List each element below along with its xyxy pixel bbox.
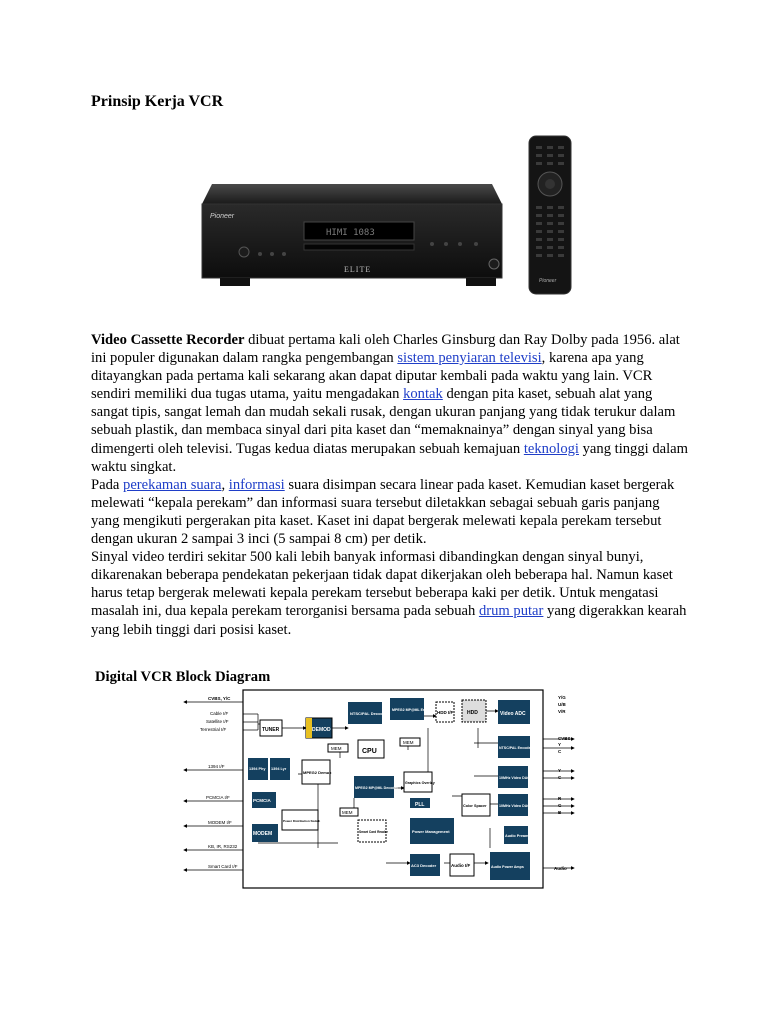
svg-text:1394 Phy: 1394 Phy xyxy=(249,767,266,771)
link-kontak[interactable]: kontak xyxy=(403,386,443,403)
block-video-dac-2 xyxy=(498,794,530,816)
svg-text:10MHz Video DAC: 10MHz Video DAC xyxy=(499,804,530,808)
svg-text:MPEG2 Demux: MPEG2 Demux xyxy=(303,770,332,775)
block-pll xyxy=(410,798,430,808)
player-brand-logo: Pioneer xyxy=(210,213,235,220)
output-b: B xyxy=(558,810,562,815)
block-ac3-decoder xyxy=(410,854,440,876)
block-power-distribution xyxy=(282,810,320,830)
p1-text-2: , karena apa yang ditayangkan pada pertama kali sekarang akan dapat diputar kembali pada waktu yang lain. VCR sendiri memiliki dua tugas utama, yaitu mengadakan xyxy=(91,350,653,403)
block-power-management xyxy=(410,818,454,844)
svg-text:Smart Card Reader: Smart Card Reader xyxy=(359,830,388,834)
block-audio-preamp xyxy=(504,826,531,844)
p2-text-2: , xyxy=(221,476,229,493)
output-cvbs: CVBS xyxy=(558,736,571,741)
input-1394: 1394 I/F xyxy=(208,764,225,769)
p1-text-4: yang tinggi dalam waktu singkat. xyxy=(91,440,689,475)
block-hdd-if xyxy=(436,702,454,722)
input-ir: KB, IR, RS232 xyxy=(208,844,238,849)
player-display: HIMI 1083 xyxy=(326,228,375,238)
output-audio: Audio xyxy=(554,866,567,871)
svg-text:PCMCIA: PCMCIA xyxy=(253,798,271,803)
svg-text:Audio Power Amps: Audio Power Amps xyxy=(491,865,524,869)
svg-text:PLL: PLL xyxy=(415,802,425,808)
svg-text:HDD I/F: HDD I/F xyxy=(437,710,454,715)
p1-text-1: dibuat pertama kali oleh Charles Ginsburg dan Ray Dolby pada 1956. alat ini populer digunakan dalam rangka pengembangan xyxy=(91,332,680,367)
block-mpeg2-demux xyxy=(302,760,332,784)
block-pcmcia xyxy=(252,792,276,808)
svg-text:Audio I/F: Audio I/F xyxy=(451,863,471,868)
svg-text:NTSC/PAL Decoder: NTSC/PAL Decoder xyxy=(350,711,387,716)
svg-text:TUNER: TUNER xyxy=(262,727,280,733)
link-drum-putar[interactable]: drum putar xyxy=(478,603,544,620)
p3-text-2: yang digerakkan kearah yang lebih tinggi dari posisi kaset. xyxy=(91,603,687,638)
svg-text:Video ADC: Video ADC xyxy=(500,711,526,717)
block-1394-lyr xyxy=(270,758,290,780)
block-mpeg2-decoder xyxy=(354,776,399,798)
svg-text:CPU: CPU xyxy=(362,748,377,755)
block-1394-phy xyxy=(248,758,268,780)
svg-text:1394 Lyr: 1394 Lyr xyxy=(271,767,287,771)
block-graphics-overlay xyxy=(404,772,435,792)
svg-text:Color Spacer: Color Spacer xyxy=(463,804,487,808)
output-vr: V/R xyxy=(558,709,566,714)
output-c2: C xyxy=(558,775,562,780)
svg-text:AC3 Decoder: AC3 Decoder xyxy=(411,863,437,868)
svg-text:Graphics Overlay: Graphics Overlay xyxy=(405,781,435,785)
input-modem: MODEM I/F xyxy=(208,820,232,825)
article-body xyxy=(91,331,691,639)
svg-text:MPEG2 MP@ML Encoder: MPEG2 MP@ML Encoder xyxy=(392,708,435,712)
term-video-cassette-recorder: Video Cassette Recorder xyxy=(91,332,245,348)
input-smartcard: Smart Card I/F xyxy=(208,864,238,869)
output-r: R xyxy=(558,796,562,801)
block-video-adc xyxy=(498,700,530,724)
svg-text:MEM: MEM xyxy=(342,810,353,815)
block-mem-1 xyxy=(328,744,348,752)
svg-text:Audio Preamp: Audio Preamp xyxy=(505,834,531,838)
block-color-spacer xyxy=(462,794,490,816)
svg-text:10MHz Video DAC: 10MHz Video DAC xyxy=(499,776,530,780)
svg-text:MPEG2 MP@ML Decoder: MPEG2 MP@ML Decoder xyxy=(355,786,398,790)
block-hdd xyxy=(462,700,486,722)
block-mem-3 xyxy=(340,808,358,816)
digital-vcr-block-diagram xyxy=(178,688,578,890)
page-title: Prinsip Kerja VCR xyxy=(91,93,224,110)
output-c1: C xyxy=(558,749,562,754)
block-smart-card-reader xyxy=(358,820,389,842)
remote-brand-logo: Pioneer xyxy=(539,278,557,284)
svg-text:MEM: MEM xyxy=(331,746,342,751)
input-cvbs-yc: CVBS, Y/C xyxy=(208,696,231,701)
svg-text:MEM: MEM xyxy=(403,740,414,745)
block-modem xyxy=(252,824,278,842)
svg-text:NTSC/PAL Encoder: NTSC/PAL Encoder xyxy=(499,746,533,750)
link-sistem-penyiaran-televisi[interactable]: sistem penyiaran televisi xyxy=(397,350,542,367)
svg-text:DEMOD: DEMOD xyxy=(312,727,331,733)
link-informasi[interactable]: informasi xyxy=(228,476,285,493)
p2-text-1: Pada xyxy=(91,476,124,493)
link-perekaman-suara[interactable]: perekaman suara xyxy=(123,476,222,493)
svg-text:Power Management: Power Management xyxy=(412,829,450,834)
block-audio-power-amps xyxy=(490,852,530,880)
input-cable: Cable I/F xyxy=(210,711,229,716)
p2-text-3: suara disimpan secara linear pada kaset. Kemudian kaset bergerak melewati “kepala perekam” dan informasi suara tersebut diletakkan sebagai sebuah garis panjang yang mengikuti pergerakan pita kaset. Kaset ini dapat bergerak melewati kepala perekam tersebut dengan ukuran 2 sampai 3 inci (5 sampai 8 cm) per detik. xyxy=(91,476,675,548)
diagram-title: Digital VCR Block Diagram xyxy=(95,669,271,685)
link-teknologi[interactable]: teknologi xyxy=(523,440,579,457)
vcr-product-image xyxy=(196,132,580,298)
output-g: G xyxy=(558,803,562,808)
output-ub: U/B xyxy=(558,702,566,707)
block-ntsc-decoder xyxy=(348,702,387,724)
block-audio-if xyxy=(450,854,474,876)
input-terrestrial: Terrestrial I/F xyxy=(200,727,227,732)
block-tuner xyxy=(260,720,282,736)
p3-text-1: Sinyal video terdiri sekitar 500 kali lebih banyak informasi dibandingkan dengan sinyal bunyi, dikarenakan beberapa pendekatan pekerjaan tidak dapat dikerjakan oleh beberapa hal. Namun kaset harus tetap bergerak melewati kepala perekam tersebut beberapa kaki per detik. Untuk mengatasi masalah ini, dua kepala perekam terorganisi bersama pada sebuah xyxy=(91,549,673,620)
svg-text:MODEM: MODEM xyxy=(253,831,273,837)
block-ntsc-encoder xyxy=(498,736,533,758)
block-mem-2 xyxy=(400,738,420,746)
player-series-logo: ELITE xyxy=(344,265,372,274)
output-yg: Y/G xyxy=(558,695,566,700)
input-pcmcia: PCMCIA I/F xyxy=(206,795,230,800)
input-satellite: Satellite I/F xyxy=(206,719,229,724)
svg-text:HDD: HDD xyxy=(467,710,478,716)
block-video-dac-1 xyxy=(498,766,530,788)
remote-control xyxy=(529,136,571,294)
output-y1: Y xyxy=(558,742,562,747)
p1-text-3: dengan pita kaset, sebuah alat yang sangat tipis, sangat lemah dan mudah sekali rusak, dengan ukuran panjang yang tidak terukur dalam sebuah plastik, dan membaca sinyal dari pita kaset dan “memaknainya” dengan sinyal yang bisa dimengerti oleh televisi. Tugas kedua diatas merupakan sebuah kemajuan xyxy=(91,386,676,457)
block-demod xyxy=(306,718,332,738)
block-cpu xyxy=(358,740,384,758)
vcr-player-body xyxy=(202,184,502,286)
output-y2: Y xyxy=(558,768,562,773)
svg-text:Power Distribution Switch: Power Distribution Switch xyxy=(283,819,321,823)
